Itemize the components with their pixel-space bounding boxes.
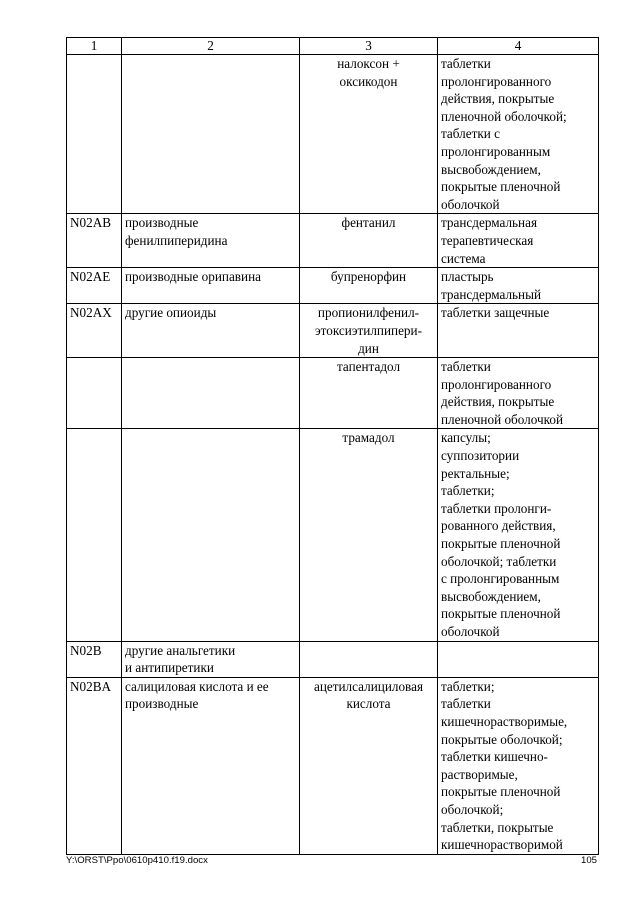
cell-drug-name bbox=[300, 55, 438, 214]
cell-pharmacological-group bbox=[122, 677, 300, 854]
cell-text-line: ректальные; bbox=[441, 465, 510, 481]
cell-text-line: капсулы; bbox=[441, 430, 491, 446]
cell-text-line: оболочкой bbox=[441, 624, 500, 639]
cell-text-line: фентанил bbox=[341, 215, 396, 231]
cell-text-line: дин bbox=[358, 340, 379, 356]
cell-text-line: пролонгированного bbox=[441, 376, 552, 392]
cell-text-line: оболочкой; таблетки bbox=[441, 553, 557, 569]
cell-text-line: система bbox=[441, 250, 486, 266]
cell-dosage-form bbox=[438, 214, 599, 268]
cell-text-line: производные bbox=[125, 215, 199, 231]
table-row bbox=[67, 304, 599, 358]
cell-pharmacological-group bbox=[122, 304, 300, 358]
cell-pharmacological-group bbox=[122, 429, 300, 641]
cell-text-line: таблетки кишечно- bbox=[441, 749, 548, 765]
cell-text-line: кислота bbox=[346, 696, 391, 712]
cell-text-line: рованного действия, bbox=[441, 518, 556, 534]
cell-text-line: бупренорфин bbox=[330, 269, 407, 285]
table-row bbox=[67, 677, 599, 854]
cell-text-line: трансдермальный bbox=[441, 286, 542, 302]
cell-text-line: таблетки bbox=[441, 56, 491, 71]
cell-text-line: таблетки с bbox=[441, 126, 500, 142]
cell-atc-code: N02AB bbox=[67, 214, 122, 268]
cell-pharmacological-group bbox=[122, 55, 300, 214]
cell-text-line: пропионилфенил- bbox=[317, 305, 420, 321]
cell-drug-name bbox=[300, 214, 438, 268]
cell-pharmacological-group bbox=[122, 214, 300, 268]
cell-drug-name bbox=[300, 304, 438, 358]
cell-text-line: таблетки, покрытые bbox=[441, 819, 554, 835]
cell-text-line: налоксон + bbox=[337, 56, 400, 71]
cell-text-line: покрытые пленочной bbox=[441, 179, 561, 195]
cell-text-line: кишечнорастворимые, bbox=[441, 713, 568, 729]
cell-dosage-form bbox=[438, 358, 599, 429]
cell-text-line: таблетки; bbox=[441, 483, 495, 499]
cell-drug-name bbox=[300, 268, 438, 304]
table-header-row bbox=[67, 38, 599, 55]
column-header-4: 4 bbox=[438, 38, 599, 55]
cell-dosage-form bbox=[438, 641, 599, 677]
cell-text-line: покрытые пленочной bbox=[441, 536, 561, 552]
cell-drug-name bbox=[300, 429, 438, 641]
table-row bbox=[67, 641, 599, 677]
cell-text-line: действия, покрытые bbox=[441, 394, 555, 410]
cell-drug-name bbox=[300, 677, 438, 854]
cell-text-line: с пролонгированным bbox=[441, 571, 560, 587]
cell-atc-code bbox=[67, 55, 122, 214]
cell-text-line: этоксиэтилпипери- bbox=[315, 322, 422, 338]
table-row bbox=[67, 358, 599, 429]
cell-text-line: терапевтическая bbox=[441, 232, 534, 248]
cell-text-line: суппозитории bbox=[441, 448, 520, 464]
cell-text-line: пленочной оболочкой bbox=[441, 411, 564, 427]
cell-text-line: таблетки защечные bbox=[441, 305, 550, 321]
cell-text-line: оболочкой bbox=[441, 196, 500, 212]
cell-text-line: высвобождением, bbox=[441, 588, 541, 604]
cell-text-line: покрытые оболочкой; bbox=[441, 731, 563, 747]
cell-dosage-form bbox=[438, 55, 599, 214]
cell-text-line: кишечнорастворимой bbox=[441, 837, 563, 853]
cell-text-line: таблетки; bbox=[441, 678, 495, 694]
table-row bbox=[67, 214, 599, 268]
cell-text-line: пластырь bbox=[441, 269, 494, 285]
cell-text-line: покрытые пленочной bbox=[441, 784, 561, 800]
cell-text-line: пленочной оболочкой; bbox=[441, 108, 567, 124]
cell-dosage-form bbox=[438, 429, 599, 641]
cell-drug-name bbox=[300, 641, 438, 677]
cell-text-line: действия, покрытые bbox=[441, 91, 555, 107]
cell-pharmacological-group bbox=[122, 358, 300, 429]
drug-table bbox=[66, 37, 599, 855]
cell-text-line: фенилпиперидина bbox=[125, 232, 228, 248]
cell-atc-code bbox=[67, 429, 122, 641]
cell-text-line: таблетки пролонги- bbox=[441, 500, 552, 516]
cell-text-line: покрытые пленочной bbox=[441, 606, 561, 622]
cell-drug-name bbox=[300, 358, 438, 429]
cell-text-line: и антипиретики bbox=[125, 660, 214, 676]
column-header-2: 2 bbox=[122, 38, 300, 55]
column-header-3: 3 bbox=[300, 38, 438, 55]
footer-file-path: Y:\ORST\Ppo\0610p410.f19.docx bbox=[66, 855, 208, 866]
cell-dosage-form bbox=[438, 677, 599, 854]
cell-text-line: другие анальгетики bbox=[125, 642, 236, 658]
table-row bbox=[67, 55, 599, 214]
cell-text-line: таблетки bbox=[441, 696, 491, 712]
cell-atc-code bbox=[67, 358, 122, 429]
table-row bbox=[67, 268, 599, 304]
cell-atc-code: N02BA bbox=[67, 677, 122, 854]
cell-text-line: пролонгированного bbox=[441, 73, 552, 89]
footer-page-number: 105 bbox=[580, 855, 597, 866]
cell-text-line: растворимые, bbox=[441, 766, 518, 782]
cell-text-line: высвобождением, bbox=[441, 161, 541, 177]
cell-text-line: салициловая кислота и ее bbox=[125, 678, 269, 694]
cell-dosage-form bbox=[438, 304, 599, 358]
cell-text-line: производные орипавина bbox=[125, 269, 261, 285]
cell-text-line: пролонгированным bbox=[441, 143, 551, 159]
cell-atc-code: N02AE bbox=[67, 268, 122, 304]
cell-dosage-form bbox=[438, 268, 599, 304]
cell-text-line: таблетки bbox=[441, 359, 491, 375]
cell-text-line: оксикодон bbox=[339, 73, 398, 89]
cell-text-line: другие опиоиды bbox=[125, 305, 217, 321]
cell-text-line: оболочкой; bbox=[441, 801, 504, 817]
cell-atc-code: N02AX bbox=[67, 304, 122, 358]
cell-text-line: трамадол bbox=[342, 430, 395, 446]
table-body bbox=[67, 55, 599, 855]
cell-atc-code: N02B bbox=[67, 641, 122, 677]
column-header-1: 1 bbox=[67, 38, 122, 55]
cell-text-line: ацетилсалициловая bbox=[313, 678, 424, 694]
cell-pharmacological-group bbox=[122, 641, 300, 677]
cell-pharmacological-group bbox=[122, 268, 300, 304]
cell-text-line: производные bbox=[125, 696, 199, 712]
cell-text-line: трансдермальная bbox=[441, 215, 538, 231]
table-row bbox=[67, 429, 599, 641]
cell-text-line: тапентадол bbox=[336, 359, 401, 375]
